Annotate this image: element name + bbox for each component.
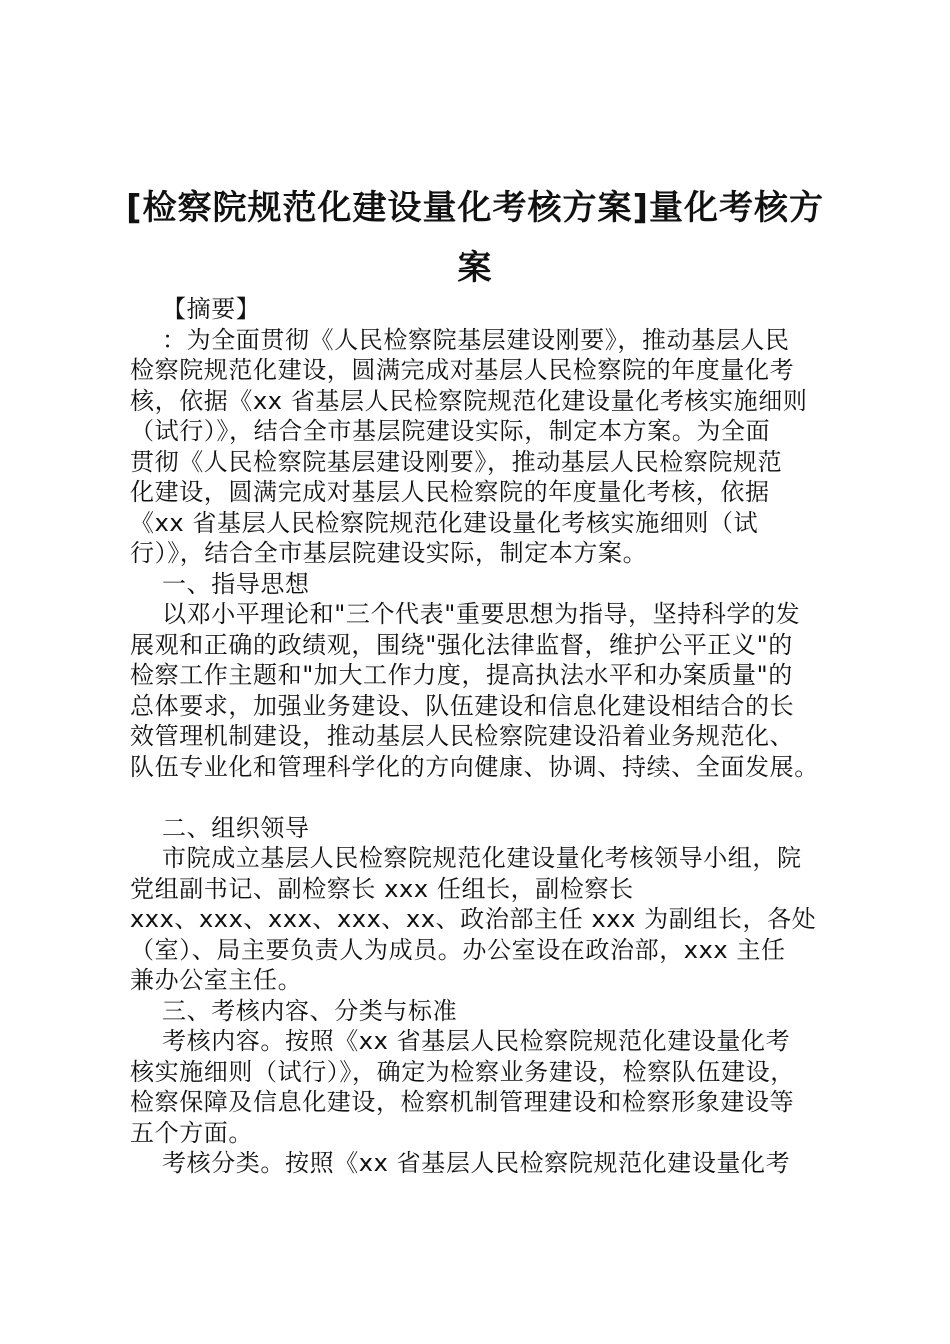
body-line: 考核分类。按照《xx 省基层人民检察院规范化建设量化考	[162, 1149, 791, 1177]
body-line: 检察院规范化建设，圆满完成对基层人民检察院的年度量化考	[130, 356, 795, 384]
body-line: 一、指导思想	[162, 569, 310, 598]
body-line: 贯彻《人民检察院基层建设刚要》，推动基层人民检察院规范	[130, 447, 783, 476]
title-line-1: [检察院规范化建设量化考核方案]量化考核方	[125, 188, 825, 228]
body-line: （试行）》，结合全市基层院建设实际，制定本方案。为全面	[130, 417, 771, 445]
body-line: 化建设，圆满完成对基层人民检察院的年度量化考核，依据	[130, 478, 770, 506]
body-line: 效管理机制建设，推动基层人民检察院建设沿着业务规范化、	[130, 722, 795, 750]
body-line: 五个方面。	[130, 1118, 253, 1147]
body-line: 《xx 省基层人民检察院规范化建设量化考核实施细则（试	[130, 508, 759, 537]
body-line	[130, 782, 842, 813]
body-line: 三、考核内容、分类与标准	[162, 996, 458, 1025]
body-line: 考核内容。按照《xx 省基层人民检察院规范化建设量化考	[162, 1027, 791, 1055]
body-line: （室）、局主要负责人为成员。办公室设在政治部，xxx 主任	[130, 935, 786, 964]
body-line: 二、组织领导	[162, 813, 310, 842]
body-line: 展观和正确的政绩观，围绕"强化法律监督，维护公平正义"的	[130, 630, 793, 659]
body-line: 市院成立基层人民检察院规范化建设量化考核领导小组，院	[162, 844, 802, 872]
body-line: 检察保障及信息化建设，检察机制管理建设和检察形象建设等	[130, 1088, 795, 1116]
body-line: ：为全面贯彻《人民检察院基层建设刚要》，推动基层人民	[162, 325, 790, 354]
title-line-2: 案	[457, 248, 493, 288]
body-line: 检察工作主题和"加大工作力度，提高执法水平和办案质量"的	[130, 661, 793, 689]
body-line: 党组副书记、副检察长 xxx 任组长，副检察长	[130, 874, 634, 903]
body-line: 兼办公室主任。	[130, 966, 303, 994]
document-body	[130, 294, 842, 1179]
body-line: xxx、xxx、xxx、xxx、xx、政治部主任 xxx 为副组长，各处	[130, 905, 817, 933]
body-line: 核实施细则（试行）》，确定为检察业务建设，检察队伍建设，	[130, 1057, 795, 1086]
document-title	[110, 178, 840, 298]
body-line: 队伍专业化和管理科学化的方向健康、协调、持续、全面发展。	[130, 752, 819, 781]
body-line: 以邓小平理论和"三个代表"重要思想为指导，坚持科学的发	[162, 600, 801, 628]
body-line: 总体要求，加强业务建设、队伍建设和信息化建设相结合的长	[130, 691, 795, 720]
body-line: 【摘要】	[162, 295, 261, 323]
body-line: 核，依据《xx 省基层人民检察院规范化建设量化考核实施细则	[130, 386, 808, 415]
body-line: 行）》，结合全市基层院建设实际，制定本方案。	[130, 539, 648, 567]
